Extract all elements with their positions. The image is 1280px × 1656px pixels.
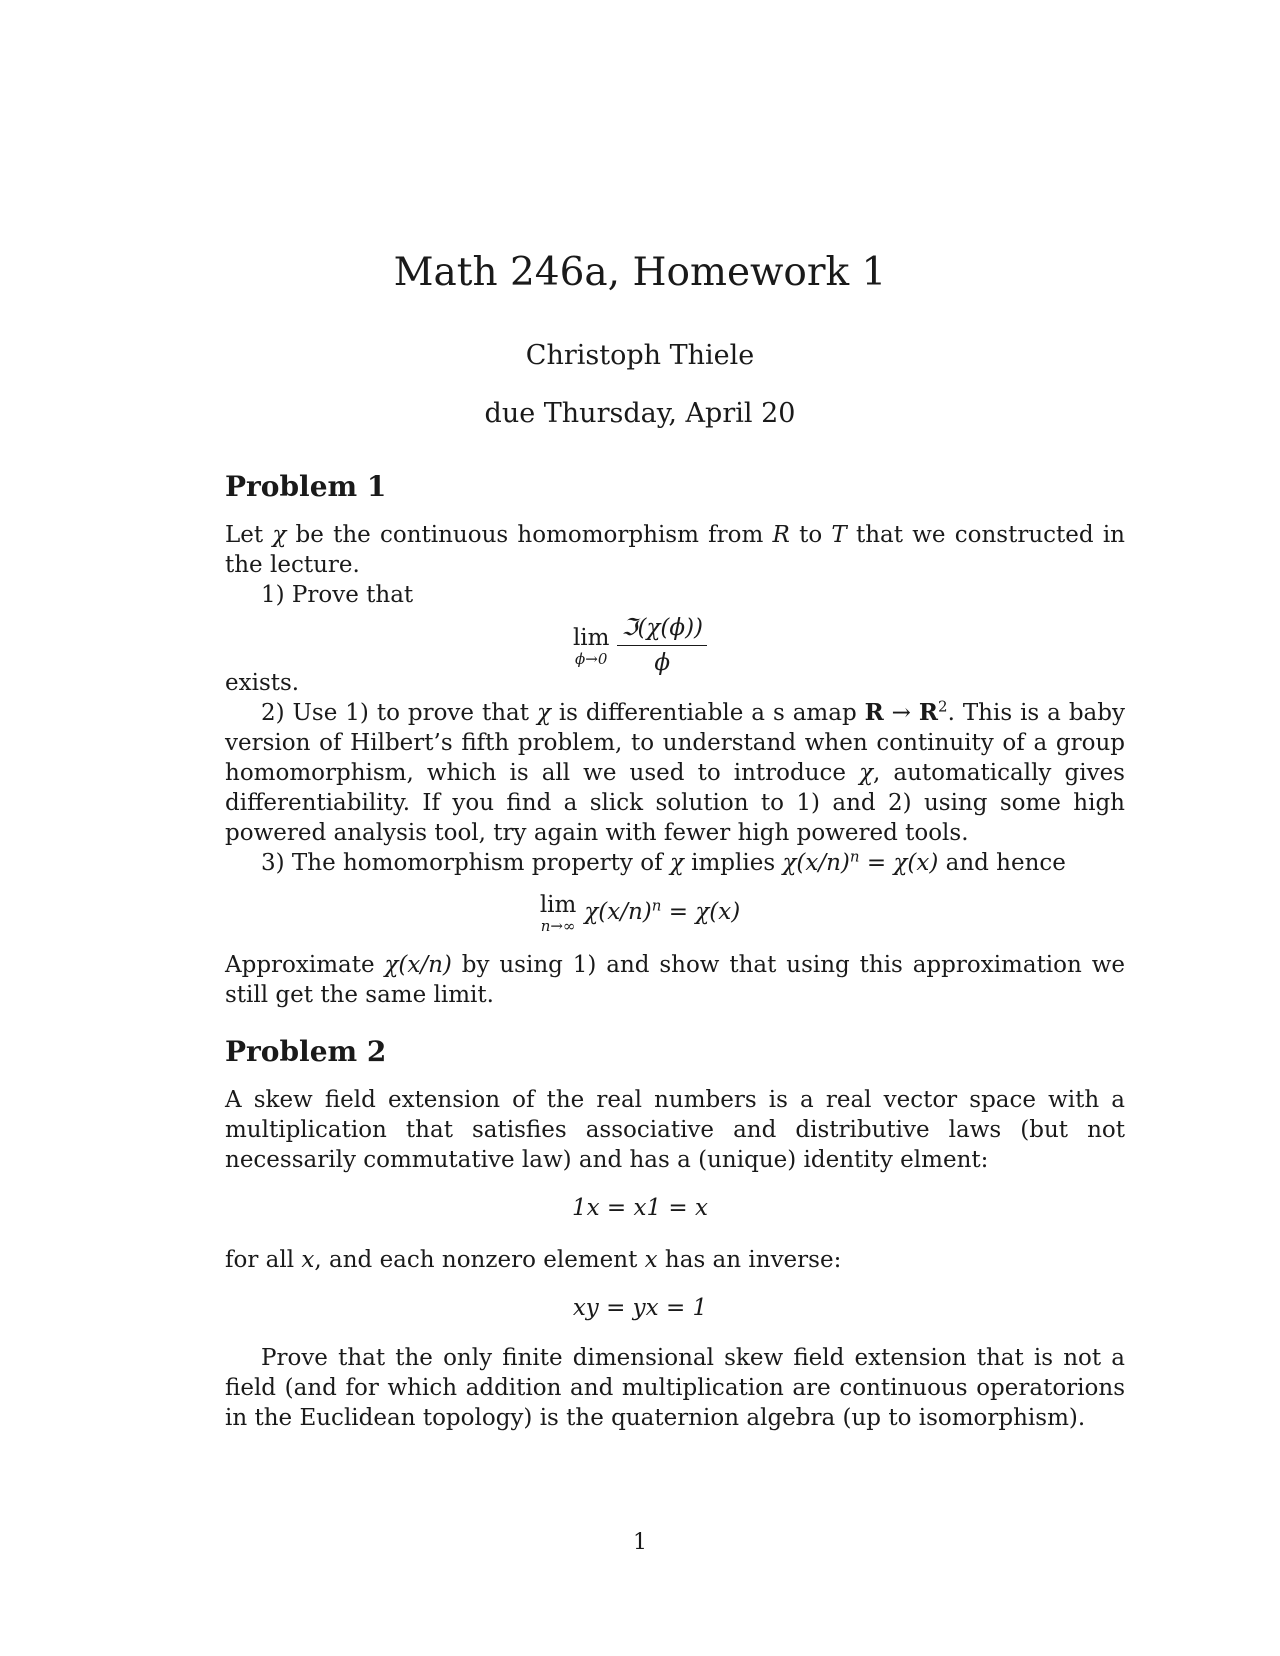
equation-limit-power: lim n→∞ $\chi(x/n)^n = \chi(x)$ [539, 892, 741, 935]
equation-limit-imag: lim ϕ→0 $\frac{\text{ℑ(χ(ϕ))}}{\phi}$ [0, 615, 1280, 676]
problem-1-part-1: 1) Prove that [261, 582, 414, 608]
equation-identity: 1x = x1 = x [572, 1195, 708, 1221]
problem-2-inverse-text: for all x, and each nonzero element x has an inverse: [225, 1247, 842, 1273]
problem-1-exists: exists. [225, 670, 300, 696]
due-date: due Thursday, April 20 [484, 398, 796, 429]
problem-2-task: Prove that the only finite dimensional skew field extension that is not a field (and for which addition and multiplication are continuous operatorions in the Euclidean topology) is the quaternion algebra (up to isomorphism). [225, 1345, 1125, 1431]
equation-inverse: xy = yx = 1 [572, 1295, 708, 1321]
problem-1-approximate: Approximate χ(x/n) by using 1) and show that using this approximation we still get the same limit. [225, 952, 1125, 1008]
page-number: 1 [633, 1530, 647, 1555]
problem-2-heading: Problem 2 [225, 1035, 387, 1068]
problem-1-intro: Let χ be the continuous homomorphism from R to T that we constructed in the lecture. [225, 522, 1125, 578]
problem-2-definition: A skew field extension of the real numbers is a real vector space with a multiplication that satisfies associative and distributive laws (but not necessarily commutative law) and has a (unique) identity elment: [225, 1087, 1125, 1173]
document-title: Math 246a, Homework 1 [393, 250, 887, 295]
problem-1-heading: Problem 1 [225, 470, 387, 503]
problem-1-part-3: 3) The homomorphism property of χ implies $\chi(x/n)^n = \chi(x)$ and hence [261, 847, 1066, 876]
author: Christoph Thiele [525, 340, 755, 371]
problem-1-part-2: 2) Use 1) to prove that χ is differentiable a s amap $R \to R^2$. This is a baby version of Hilbert’s fifth problem, to understand when continuity of a group homomorphism, which is all we used to introduce χ, automatically gives differentiability. If you find a slick solution to 1) and 2) using some high powered analysis tool, try again with fewer high powered tools. [225, 697, 1125, 846]
